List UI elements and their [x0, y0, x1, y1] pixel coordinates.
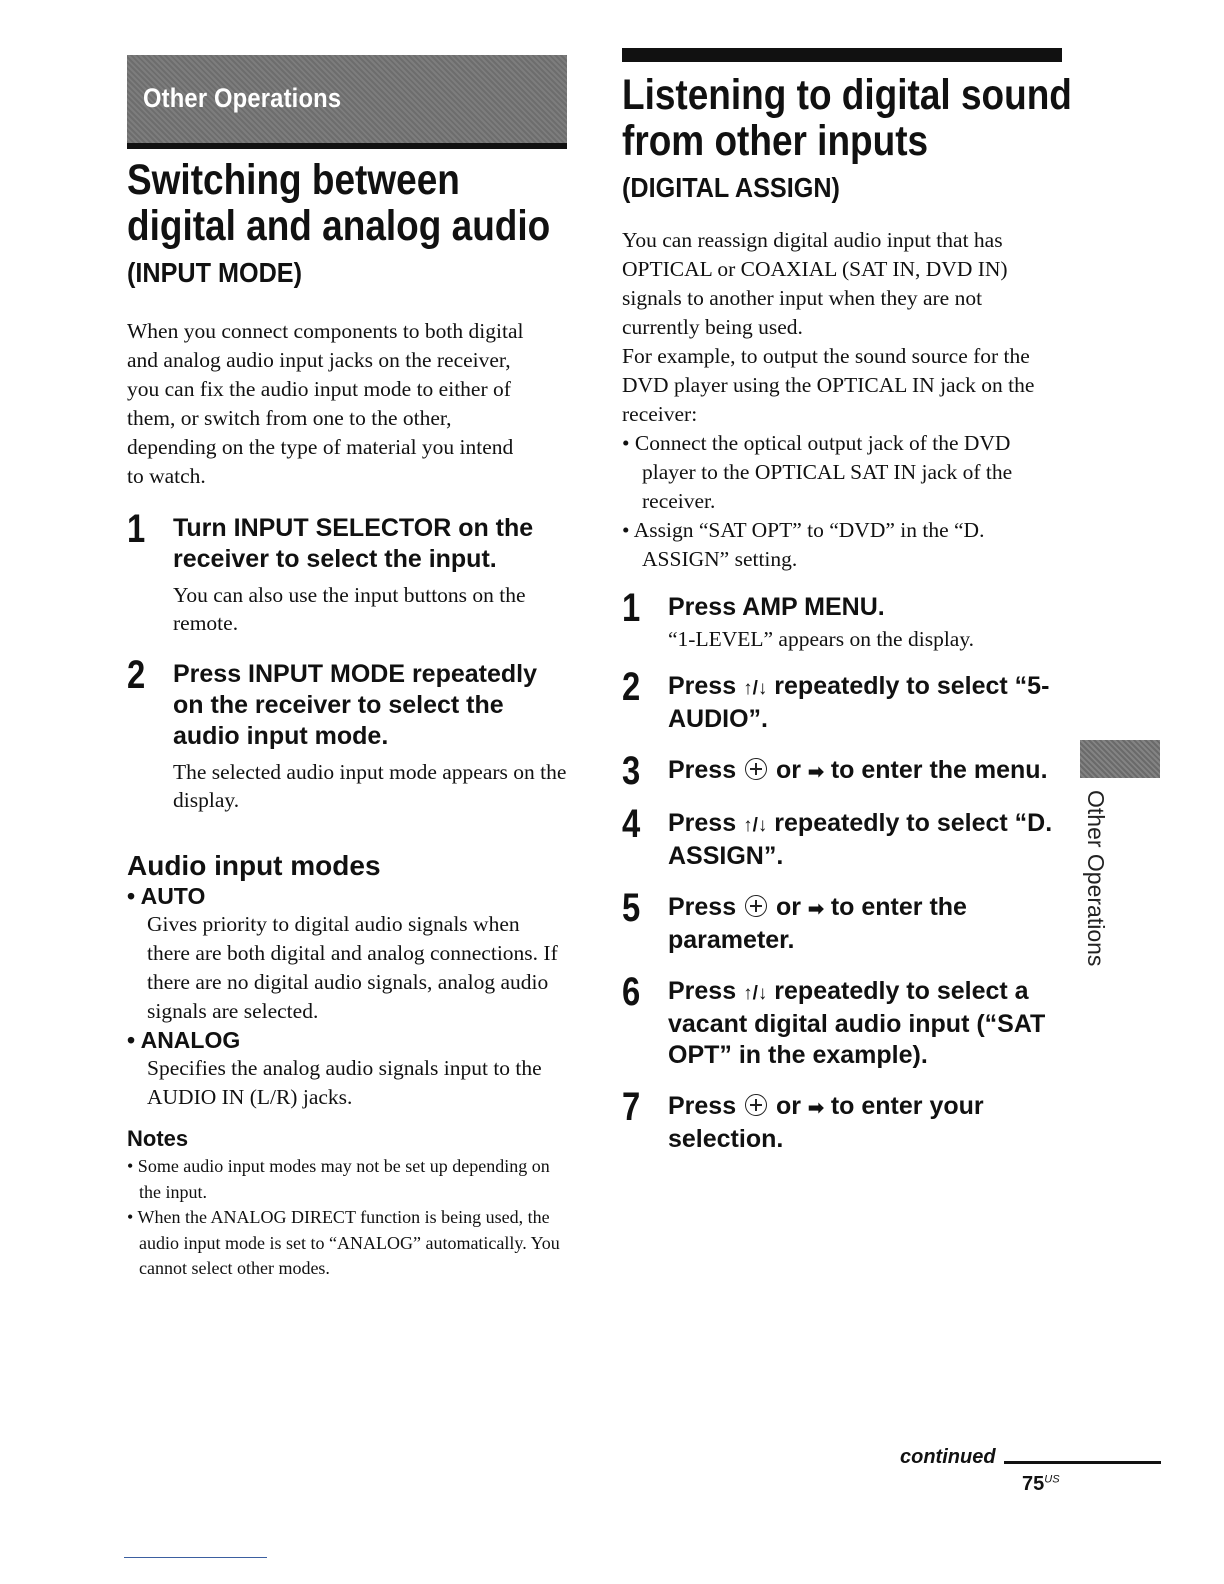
step-text: or	[769, 756, 808, 784]
page-number-value: 75	[1022, 1473, 1045, 1495]
footer-line	[124, 1557, 267, 1558]
step-text: Press	[668, 809, 744, 837]
enter-button-icon	[745, 895, 767, 917]
step-text: repeatedly to select a vacant digital audio input (“SAT OPT” in the example).	[668, 977, 1046, 1069]
step-text: or	[769, 1092, 808, 1120]
up-down-arrow-icon: ↑/↓	[743, 983, 768, 1004]
step-title: Press INPUT MODE repeatedly on the receiver to select the audio input mode.	[173, 660, 538, 750]
mode-label: • AUTO	[127, 883, 206, 909]
intro-line: to watch.	[127, 464, 206, 488]
continued-rule	[1004, 1461, 1161, 1464]
step-title: Press AMP MENU.	[668, 593, 885, 621]
mode-auto	[127, 882, 567, 1026]
step-7	[622, 1085, 1064, 1155]
up-down-arrow-icon: ↑/↓	[743, 815, 768, 836]
side-tab-marker	[1080, 740, 1160, 778]
intro-paragraph-2: For example, to output the sound source for the DVD player using the OPTICAL IN jack on the receiver:	[622, 344, 1035, 426]
right-arrow-icon: ➡	[807, 762, 824, 783]
mode-label: • ANALOG	[127, 1027, 241, 1053]
step-4	[622, 802, 1064, 872]
step-description: “1-LEVEL” appears on the display.	[668, 627, 975, 651]
right-column	[622, 48, 1072, 1155]
title-line-1: Switching between	[127, 156, 460, 204]
intro-paragraph	[127, 317, 567, 491]
step-1	[127, 507, 567, 637]
left-column	[127, 55, 567, 1282]
step-text: Press	[668, 672, 744, 700]
step-text: to enter your selection.	[668, 1092, 984, 1153]
step-6	[622, 970, 1064, 1071]
modes-heading: Audio input modes	[127, 850, 381, 881]
step-5	[622, 886, 1064, 956]
note-item: • When the ANALOG DIRECT function is being used, the audio input mode is set to “ANALOG” automatically. You cannot select other modes.	[127, 1207, 560, 1278]
step-title	[668, 755, 1064, 788]
step-title: Turn INPUT SELECTOR on the receiver to select the input.	[173, 514, 534, 573]
section-banner	[127, 55, 567, 149]
bullet-item: • Connect the optical output jack of the DVD player to the OPTICAL SAT IN jack of the receiver.	[622, 431, 1013, 513]
step-number: 4	[622, 802, 641, 846]
bullet-item: • Assign “SAT OPT” to “DVD” in the “D. ASSIGN” setting.	[622, 518, 985, 571]
step-text: repeatedly to select “5-AUDIO”.	[668, 672, 1050, 733]
subtitle: (INPUT MODE)	[127, 257, 302, 288]
step-text: Press	[668, 977, 744, 1005]
intro-line: you can fix the audio input mode to either of	[127, 377, 511, 401]
step-title	[668, 892, 1064, 956]
step-text: to enter the parameter.	[668, 893, 967, 954]
intro-line: them, or switch from one to the other,	[127, 406, 452, 430]
top-rule	[622, 48, 1062, 62]
enter-button-icon	[745, 1094, 767, 1116]
step-1	[622, 586, 1064, 653]
step-text: or	[769, 893, 808, 921]
step-2	[622, 665, 1064, 735]
up-down-arrow-icon: ↑/↓	[743, 678, 768, 699]
continued-label: continued	[900, 1446, 996, 1468]
step-number: 3	[622, 749, 641, 793]
intro-paragraph-1: You can reassign digital audio input that has OPTICAL or COAXIAL (SAT IN, DVD IN) signals to another input when they are not currently being used.	[622, 228, 1008, 339]
step-number: 2	[622, 665, 641, 709]
step-text: Press	[668, 893, 744, 921]
note-item: • Some audio input modes may not be set up depending on the input.	[127, 1156, 550, 1202]
right-arrow-icon: ➡	[807, 899, 824, 920]
title-line-1: Listening to digital sound	[622, 71, 1072, 119]
title-line-2: from other inputs	[622, 117, 929, 165]
step-number: 1	[622, 586, 641, 630]
step-number: 1	[127, 507, 146, 551]
step-text: Press	[668, 756, 744, 784]
enter-button-icon	[745, 758, 767, 780]
page-number-suffix: US	[1044, 1473, 1060, 1486]
mode-description: Gives priority to digital audio signals when there are both digital and analog connections. If there are no digital audio signals, analog audio signals are selected.	[147, 912, 558, 1023]
step-text: to enter the menu.	[823, 756, 1048, 784]
step-2	[127, 653, 567, 814]
step-description: The selected audio input mode appears on the display.	[173, 760, 567, 812]
notes-heading: Notes	[127, 1126, 189, 1151]
title-line-2: digital and analog audio	[127, 202, 551, 250]
mode-analog	[127, 1026, 567, 1112]
intro-line: When you connect components to both digital	[127, 319, 524, 343]
intro-line: and analog audio input jacks on the receiver,	[127, 348, 511, 372]
page-number	[1022, 1473, 1060, 1496]
step-title	[668, 1091, 1064, 1155]
right-arrow-icon: ➡	[807, 1098, 824, 1119]
step-text: repeatedly to select “D. ASSIGN”.	[668, 809, 1053, 870]
side-tab-label: Other Operations	[1083, 790, 1109, 967]
mode-description: Specifies the analog audio signals input to the AUDIO IN (L/R) jacks.	[147, 1056, 542, 1109]
section-banner-label: Other Operations	[143, 83, 342, 113]
step-title	[668, 976, 1064, 1071]
step-number: 7	[622, 1085, 641, 1129]
step-number: 5	[622, 886, 641, 930]
step-number: 6	[622, 970, 641, 1014]
step-title	[668, 671, 1064, 735]
step-title	[668, 808, 1064, 872]
step-number: 2	[127, 653, 146, 697]
intro-line: depending on the type of material you intend	[127, 435, 514, 459]
step-3	[622, 749, 1064, 793]
subtitle: (DIGITAL ASSIGN)	[622, 172, 840, 203]
step-description: You can also use the input buttons on the remote.	[173, 583, 526, 635]
step-text: Press	[668, 1092, 744, 1120]
